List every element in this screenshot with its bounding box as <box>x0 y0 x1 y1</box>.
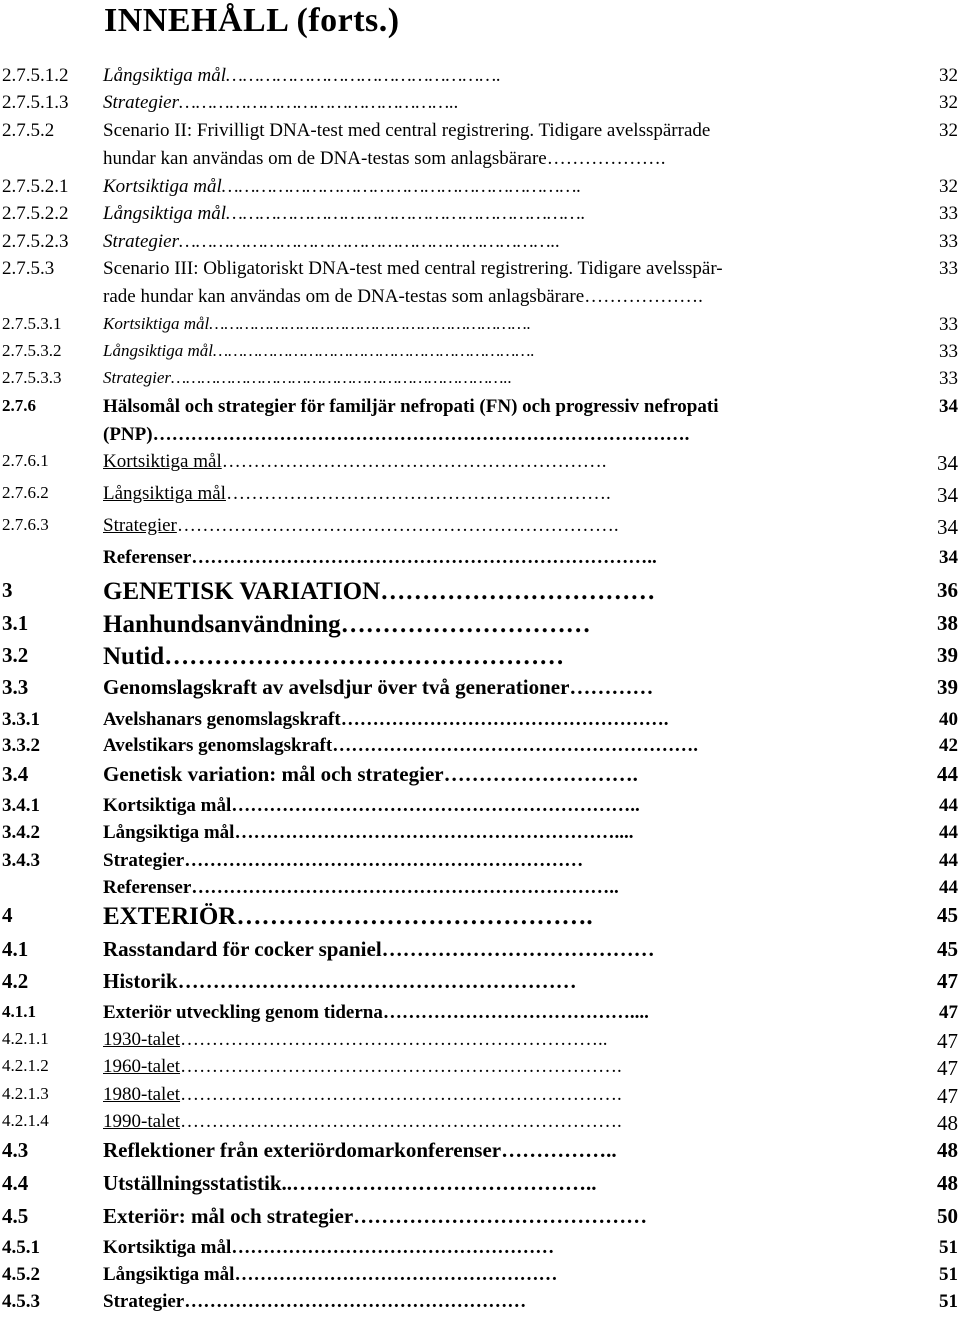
toc-entry-number: 2.7.6.1 <box>2 451 49 470</box>
toc-entry-number: 4.2.1.1 <box>2 1029 49 1048</box>
toc-entry-leader-dots: …………….. <box>501 1138 617 1162</box>
toc-entry-number: 4.1 <box>2 937 29 961</box>
toc-entry-number: 3.2 <box>2 643 29 667</box>
toc-entry-title[interactable]: Strategier <box>103 92 179 113</box>
toc-entry-title[interactable]: Avelstikars genomslagskraft <box>103 735 333 756</box>
toc-entry-title-continued <box>103 424 689 446</box>
toc-entry-title[interactable]: Nutid <box>103 643 165 670</box>
toc-entry-page: 34 <box>939 396 958 417</box>
toc-entry-page: 34 <box>939 547 958 568</box>
toc-entry-page: 44 <box>937 762 958 786</box>
toc-entry-leader-dots: ……………………………………. <box>236 903 593 930</box>
toc-entry-page: 33 <box>939 314 958 335</box>
toc-entry-page: 45 <box>937 937 958 961</box>
toc-entry-title-line <box>103 578 655 606</box>
toc-entry-title[interactable]: Kortsiktiga mål <box>103 314 210 333</box>
toc-entry-page: 44 <box>939 850 958 871</box>
toc-entry-title-line <box>103 709 668 731</box>
toc-entry-leader-dots: ……………………………………………………… <box>184 850 584 871</box>
toc-entry-title-line <box>103 822 633 844</box>
toc-entry-page: 47 <box>939 1002 958 1023</box>
toc-entry-page: 51 <box>939 1291 958 1312</box>
toc-entry-number: 2.7.6.2 <box>2 483 49 502</box>
toc-entry-number: 4.4 <box>2 1171 29 1195</box>
toc-entry-title[interactable]: Strategier <box>103 1291 185 1312</box>
toc-entry-page: 33 <box>939 203 958 224</box>
toc-entry-number: 2.7.5.2.2 <box>2 203 69 224</box>
toc-entry-page: 44 <box>939 795 958 816</box>
toc-entry-title-line <box>103 735 698 757</box>
toc-entry-leader-dots: ………………………………………………………. <box>213 341 535 360</box>
toc-entry-title: Scenario III: Obligatoriskt DNA-test med central registrering. Tidigare avelsspär- <box>103 258 723 279</box>
toc-entry-page: 32 <box>939 65 958 86</box>
toc-entry-title-line <box>103 1291 526 1313</box>
toc-entry-title[interactable]: Referenser <box>103 547 192 568</box>
toc-entry-title: Scenario II: Frivilligt DNA-test med central registrering. Tidigare avelsspärrade <box>103 120 711 141</box>
toc-entry-title-line2: (PNP) <box>103 424 153 445</box>
toc-entry-leader-dots: ……………………………………………………………. <box>176 515 619 536</box>
toc-entry-title-line <box>103 1138 617 1163</box>
toc-entry-title[interactable]: Långsiktiga mål <box>103 203 226 224</box>
toc-entry-title[interactable]: Hanhundsanvändning <box>103 611 341 638</box>
toc-entry-number: 2.7.5.3.3 <box>2 368 62 387</box>
toc-entry-title-line <box>103 176 581 198</box>
toc-entry-page: 51 <box>939 1264 958 1285</box>
toc-entry-page: 47 <box>937 1029 958 1053</box>
toc-entry-title-line <box>103 515 619 537</box>
toc-entry-page: 47 <box>937 1084 958 1108</box>
toc-entry-number: 4.2.1.2 <box>2 1056 49 1075</box>
toc-entry-number: 2.7.6.3 <box>2 515 49 534</box>
toc-entry-page: 39 <box>937 675 958 699</box>
toc-entry-title[interactable]: Strategier <box>103 850 185 871</box>
toc-entry-leader-dots: …………………………………………. <box>225 65 502 86</box>
toc-entry-title[interactable]: 1960-talet <box>103 1056 181 1077</box>
toc-entry-page: 47 <box>937 1056 958 1080</box>
toc-entry-leader-dots: ……………………………………………… <box>184 1291 527 1312</box>
toc-entry-leader-dots: ..…………………………………….. <box>281 1171 597 1195</box>
toc-entry-title[interactable]: Kortsiktiga mål <box>103 795 232 816</box>
toc-entry-title[interactable]: Referenser <box>103 877 192 898</box>
toc-entry-number: 4 <box>2 903 13 927</box>
toc-entry-title[interactable]: Exteriör utveckling genom tiderna <box>103 1002 383 1023</box>
toc-entry-title-line <box>103 65 501 87</box>
toc-entry-number: 2.7.5.2.1 <box>2 176 69 197</box>
toc-entry-page: 47 <box>937 969 958 993</box>
toc-entry-leader-dots: ………………………………… <box>381 937 655 961</box>
toc-entry-number: 3.3.1 <box>2 709 40 730</box>
toc-entry-page: 34 <box>937 451 958 475</box>
toc-entry-page: 38 <box>937 611 958 635</box>
toc-entry-title[interactable]: Exteriör: mål och strategier <box>103 1204 354 1228</box>
toc-entry-title-line <box>103 1204 647 1229</box>
toc-entry-page: 48 <box>937 1111 958 1135</box>
toc-entry-leader-dots: ………………. <box>584 286 703 307</box>
toc-entry-number: 2.7.5.1.3 <box>2 92 69 113</box>
toc-entry-number: 2.7.5.3.2 <box>2 341 62 360</box>
toc-entry-number: 3.3.2 <box>2 735 40 756</box>
toc-entry-leader-dots: ……………………………………………………………. <box>180 1084 622 1105</box>
toc-entry-page: 36 <box>937 578 958 602</box>
toc-entry-number: 3.4.1 <box>2 795 40 816</box>
toc-entry-leader-dots: ……………………………………………………. <box>225 483 611 504</box>
toc-entry-leader-dots: ………………………………………………………. <box>225 203 586 224</box>
toc-entry-leader-dots: ………………………………………………… <box>177 969 577 993</box>
toc-entry-title[interactable]: Genetisk variation: mål och strategier <box>103 762 444 786</box>
toc-entry-leader-dots: ……………………………………………. <box>340 709 669 730</box>
toc-entry-title-line <box>103 877 619 899</box>
toc-entry-page: 51 <box>939 1237 958 1258</box>
page-title: INNEHÅLL (forts.) <box>104 2 400 39</box>
toc-entry-number: 4.3 <box>2 1138 29 1162</box>
toc-entry-number: 3.4 <box>2 762 29 786</box>
toc-entry-number: 2.7.5.3.1 <box>2 314 62 333</box>
toc-entry-leader-dots: ………………………………………………………….. <box>179 231 561 252</box>
toc-entry-title[interactable]: Historik <box>103 969 178 993</box>
toc-entry-page: 33 <box>939 368 958 389</box>
toc-entry-leader-dots: …………………………… <box>380 578 656 605</box>
toc-entry-number: 4.5.3 <box>2 1291 40 1312</box>
toc-entry-page: 40 <box>939 709 958 730</box>
toc-entry-title[interactable]: Kortsiktiga mål <box>103 451 222 472</box>
toc-entry-number: 4.5.1 <box>2 1237 40 1258</box>
toc-entry-title-line <box>103 1002 649 1024</box>
toc-entry-page: 48 <box>937 1138 958 1162</box>
toc-entry-number: 4.2 <box>2 969 29 993</box>
toc-entry-title-line <box>103 1264 557 1286</box>
toc-entry-title[interactable]: Kortsiktiga mål <box>103 1237 232 1258</box>
toc-entry-page: 32 <box>939 176 958 197</box>
toc-entry-leader-dots: ……………………………………………………. <box>221 451 607 472</box>
toc-entry-leader-dots: ………………………………………………………. <box>221 176 582 197</box>
toc-entry-page: 50 <box>937 1204 958 1228</box>
toc-entry-leader-dots: ……………………………………………………………. <box>180 1056 622 1077</box>
toc-entry-number: 4.2.1.3 <box>2 1084 49 1103</box>
toc-entry-leader-dots: ………………. <box>546 148 666 169</box>
toc-entry-leader-dots: ………………………………………….. <box>179 92 459 113</box>
toc-entry-title-line <box>103 643 564 671</box>
toc-entry-leader-dots: ………………………………………………………….. <box>180 1029 608 1050</box>
toc-entry-page: 32 <box>939 92 958 113</box>
toc-entry-title-line <box>103 1029 608 1051</box>
toc-entry-title[interactable]: Strategier <box>103 231 179 252</box>
toc-entry-title: Hälsomål och strategier för familjär nefropati (FN) och progressiv nefropati <box>103 396 719 417</box>
toc-entry-title-line <box>103 547 657 569</box>
toc-entry-page: 32 <box>939 120 958 141</box>
toc-entry-page: 48 <box>937 1171 958 1195</box>
toc-entry-number: 3.4.2 <box>2 822 40 843</box>
toc-entry-title-line <box>103 451 606 473</box>
toc-entry-page: 33 <box>939 341 958 362</box>
toc-entry-leader-dots: ………………………. <box>443 762 638 786</box>
toc-entry-number: 2.7.5.3 <box>2 258 55 279</box>
toc-entry-leader-dots: ……………………………………………………………. <box>180 1111 622 1132</box>
toc-entry-number: 2.7.5.2 <box>2 120 55 141</box>
toc-entry-leader-dots: ………………………………………………………….. <box>191 877 619 898</box>
toc-entry-title-line <box>103 341 535 361</box>
toc-entry-title[interactable]: Långsiktiga mål <box>103 483 226 504</box>
toc-entry-leader-dots: …………………………………………………………………………. <box>152 424 690 445</box>
toc-entry-number: 2.7.5.1.2 <box>2 65 69 86</box>
toc-entry-number: 3.1 <box>2 611 29 635</box>
toc-entry-title[interactable]: Kortsiktiga mål <box>103 176 222 197</box>
toc-entry-page: 45 <box>937 903 958 927</box>
toc-entry-title[interactable]: 1990-talet <box>103 1111 181 1132</box>
toc-entry-title[interactable]: Utställningsstatistik <box>103 1171 282 1195</box>
toc-entry-title[interactable]: Långsiktiga mål <box>103 341 214 360</box>
toc-entry-number: 4.5 <box>2 1204 29 1228</box>
toc-entry-number: 4.5.2 <box>2 1264 40 1285</box>
toc-entry-title[interactable]: Långsiktiga mål <box>103 1264 235 1285</box>
toc-entry-leader-dots: …………………………………………… <box>231 1237 555 1258</box>
toc-entry-leader-dots: …………………………………………………….... <box>234 822 634 843</box>
toc-entry-number: 4.1.1 <box>2 1002 36 1021</box>
toc-entry-number: 3 <box>2 578 13 602</box>
toc-entry-number: 4.2.1.4 <box>2 1111 49 1130</box>
toc-entry-title[interactable]: Reflektioner från exteriördomarkonferenser <box>103 1138 502 1162</box>
toc-entry-title-line <box>103 1171 597 1196</box>
toc-entry-title-line <box>103 795 640 817</box>
toc-entry-title-line <box>103 762 638 787</box>
toc-entry-title-line <box>103 850 583 872</box>
toc-entry-title[interactable]: Strategier <box>103 368 171 387</box>
toc-entry-title[interactable]: Avelshanars genomslagskraft <box>103 709 341 730</box>
toc-entry-leader-dots: ………………………………………………………. <box>209 314 531 333</box>
toc-entry-title[interactable]: Genomslagskraft av avelsdjur över två generationer <box>103 675 570 699</box>
toc-entry-title-line <box>103 1084 622 1106</box>
toc-entry-title[interactable]: Långsiktiga mål <box>103 65 226 86</box>
toc-entry-title-line <box>103 675 653 700</box>
toc-entry-title-line <box>103 92 459 114</box>
toc-entry-title-line <box>103 203 586 225</box>
toc-entry-page: 34 <box>937 515 958 539</box>
toc-entry-page: 33 <box>939 231 958 252</box>
toc-entry-title-continued <box>103 148 665 170</box>
toc-entry-page: 42 <box>939 735 958 756</box>
toc-entry-title-line <box>103 611 591 639</box>
toc-entry-title-line <box>103 937 655 962</box>
toc-entry-title[interactable]: 1930-talet <box>103 1029 181 1050</box>
toc-entry-leader-dots: ………………………………………… <box>164 643 565 670</box>
toc-entry-title[interactable]: Långsiktiga mål <box>103 822 235 843</box>
toc-entry-page: 44 <box>939 822 958 843</box>
toc-entry-title-continued <box>103 286 703 308</box>
toc-entry-leader-dots: ………………………………………………………….. <box>171 368 513 387</box>
toc-entry-title-line <box>103 1111 622 1133</box>
toc-entry-title-line <box>103 969 577 994</box>
toc-entry-number: 3.4.3 <box>2 850 40 871</box>
toc-entry-leader-dots: ………… <box>569 675 654 699</box>
toc-entry-title-line <box>103 903 593 931</box>
toc-entry-page: 34 <box>937 483 958 507</box>
toc-entry-number: 3.3 <box>2 675 29 699</box>
toc-entry-leader-dots: …………………………………… <box>353 1204 648 1228</box>
toc-entry-title[interactable]: Strategier <box>103 515 177 536</box>
toc-entry-title[interactable]: 1980-talet <box>103 1084 181 1105</box>
toc-entry-title-line <box>103 1056 622 1078</box>
toc-entry-title[interactable]: Rasstandard för cocker spaniel <box>103 937 382 961</box>
toc-entry-title[interactable]: EXTERIÖR <box>103 903 237 930</box>
toc-entry-number: 2.7.6 <box>2 396 36 415</box>
toc-entry-leader-dots: ………………………… <box>340 611 591 638</box>
toc-entry-title-line2: hundar kan användas om de DNA-testas som anlagsbärare <box>103 148 547 169</box>
toc-entry-leader-dots: ……………………………………………………….. <box>231 795 640 816</box>
toc-entry-number: 2.7.5.2.3 <box>2 231 69 252</box>
toc-entry-leader-dots: …………………………………………… <box>234 1264 558 1285</box>
toc-entry-page: 33 <box>939 258 958 279</box>
toc-entry-title-line <box>103 231 560 253</box>
toc-entry-title-line2: rade hundar kan användas om de DNA-testas som anlagsbärare <box>103 286 585 307</box>
toc-entry-page: 39 <box>937 643 958 667</box>
toc-entry-leader-dots: ……………………………………………………………….. <box>191 547 657 568</box>
toc-entry-title-line <box>103 483 611 505</box>
toc-entry-title-line <box>103 368 512 388</box>
toc-entry-title-line <box>103 314 531 334</box>
toc-entry-leader-dots: ………………………………….... <box>382 1002 649 1023</box>
toc-entry-page: 44 <box>939 877 958 898</box>
toc-entry-title[interactable]: GENETISK VARIATION <box>103 578 381 605</box>
toc-entry-title-line <box>103 1237 554 1259</box>
toc-entry-leader-dots: …………………………………………………. <box>332 735 698 756</box>
